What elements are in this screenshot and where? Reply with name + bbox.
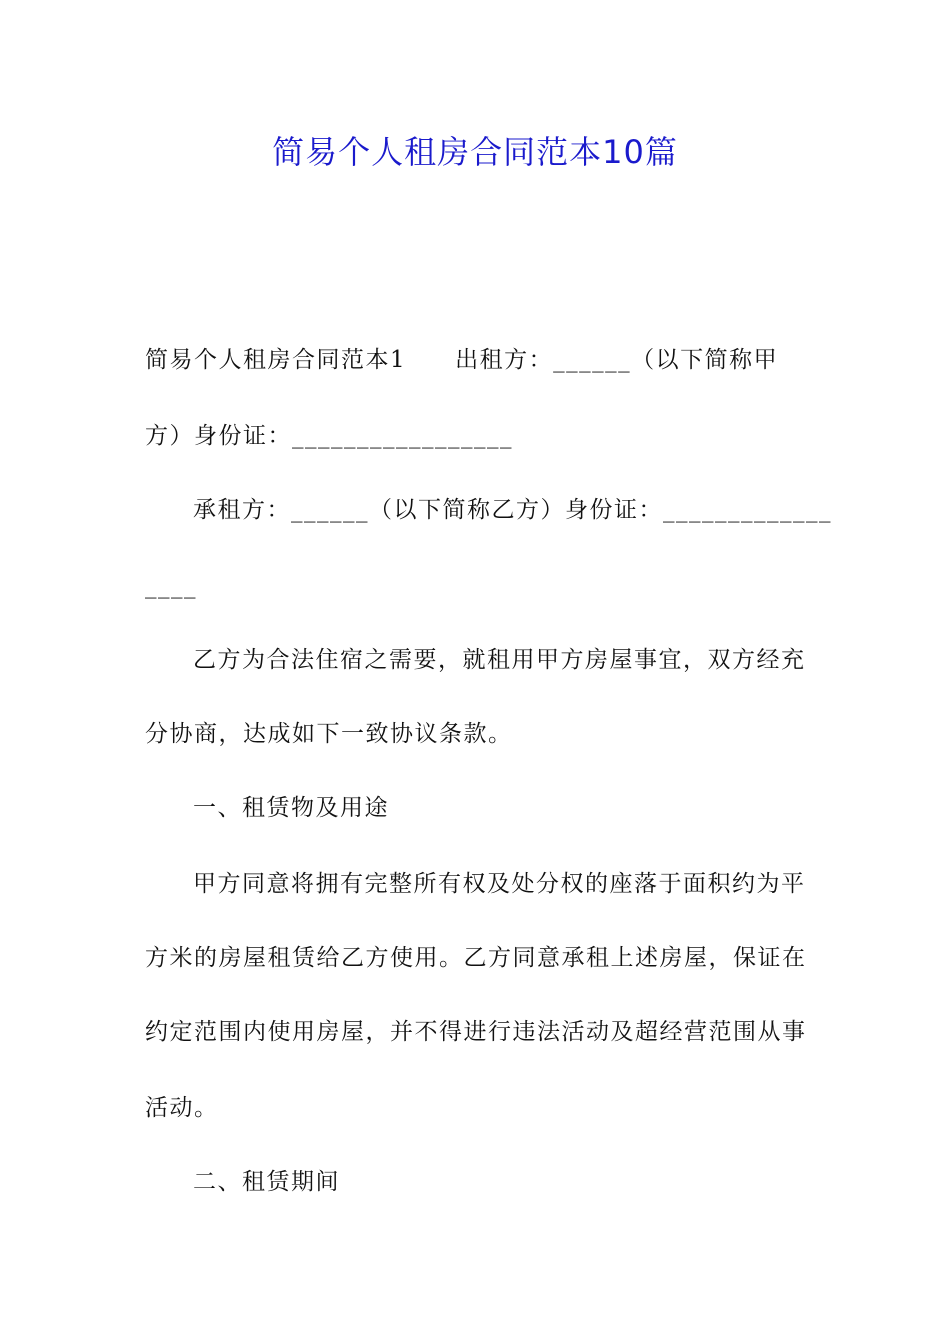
paragraph-line-3: 承租方：______（以下简称乙方）身份证：_____________ [193,497,832,523]
paragraph-line-6: 分协商，达成如下一致协议条款。 [145,721,513,747]
paragraph-line-8: 方米的房屋租赁给乙方使用。乙方同意承租上述房屋，保证在 [145,945,807,971]
paragraph-line-10: 活动。 [145,1095,219,1121]
paragraph-line-1: 简易个人租房合同范本1 出租方：______（以下简称甲 [145,347,779,373]
paragraph-line-4: ____ [145,573,197,599]
section-heading-2: 二、租赁期间 [193,1169,340,1195]
document-title: 简易个人租房合同范本10篇 [272,133,678,171]
paragraph-line-5: 乙方为合法住宿之需要，就租用甲方房屋事宜，双方经充 [193,647,806,673]
paragraph-line-9: 约定范围内使用房屋，并不得进行违法活动及超经营范围从事 [145,1019,807,1045]
paragraph-line-2: 方）身份证：_________________ [145,423,513,449]
paragraph-line-7: 甲方同意将拥有完整所有权及处分权的座落于面积约为平 [193,871,806,897]
section-heading-1: 一、租赁物及用途 [193,795,389,821]
